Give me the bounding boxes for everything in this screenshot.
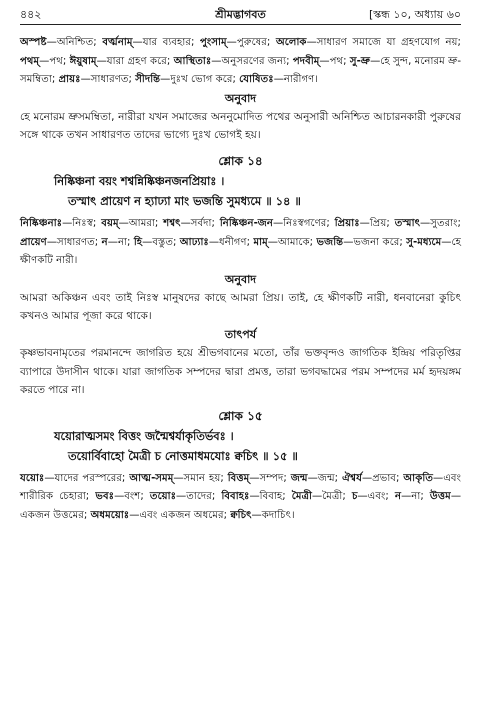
synonym-word: ভজন্তি [316, 236, 344, 248]
synonym-word: জন্ম [290, 472, 308, 484]
translation-13: হে মনোরম ভ্রুসমম্বিতা, নারীরা যখন সমাজের অননুমোদিত পথের অনুসারী অনিশ্চিত আচারনকারী পুরুষের সঙ্গে থাকে তখন সাধারণত তাদের ভাগ্যে দুঃখ ভোগই হয়। [20, 110, 461, 142]
synonym-word: আকৃতি [403, 472, 433, 484]
synonym-meaning: —হে ক্ষীণকটি নারী। [20, 236, 461, 267]
synonyms-block-13 [20, 34, 461, 90]
synonym-meaning: —সাধারণ সমাজে যা গ্রহণযোগ নয়; [306, 37, 461, 48]
synonym-word: প্রায়েণ [20, 236, 47, 248]
purport-heading-14: তাৎপর্য [224, 327, 257, 341]
synonym-word: নিষ্কিঞ্চনাঃ [20, 217, 63, 229]
synonym-word: বিবাহঃ [221, 491, 250, 503]
synonym-meaning: —পুরুষের; [226, 37, 276, 48]
synonym-meaning: —সম্পদ; [249, 472, 291, 484]
synonym-word: ঈয়ুষাম্ [69, 55, 97, 67]
synonym-meaning: —সমান হয়; [173, 472, 228, 484]
synonym-meaning: —আমাকে; [267, 236, 317, 248]
synonym-word: চ [351, 491, 358, 503]
book-title: শ্রীমদ্ভাগবত [215, 8, 266, 21]
synonym-meaning: —এবং একজন অধমের; [129, 509, 231, 521]
synonym-word: যয়োঃ [20, 472, 45, 484]
synonym-meaning: —আমরা; [118, 217, 164, 229]
synonym-meaning: —তাদের; [176, 491, 222, 503]
synonym-word: ভবঃ [95, 491, 115, 503]
synonyms-block-15 [20, 470, 461, 526]
synonym-word: বয়ম্ [101, 217, 119, 229]
synonym-meaning: —কদাচিৎ। [251, 509, 295, 521]
synonym-word: প্রায়ঃ [58, 74, 81, 86]
shloka-14-line-2: তস্মাৎ প্রায়েণ ন হ্যাঢ্যা মাং ভজন্তি সুমধ্যমে ॥ ১৪ ॥ [68, 193, 301, 208]
chapter-reference: [স্কন্ধ ১০, অধ্যায় ৬০ [368, 8, 461, 21]
shloka-15-line-2: তয়োর্বিবাহো মৈত্রী চ নোত্তমাধমযোঃ ক্বচিৎ ॥ ১৫ ॥ [68, 448, 298, 463]
synonym-meaning: —বংশ; [114, 491, 150, 503]
synonym-meaning: —ধনীগণ; [208, 236, 254, 248]
synonyms-block-14 [20, 215, 461, 271]
synonym-meaning: —সাধারণত; [80, 74, 136, 86]
synonym-word: পথম্ [20, 55, 40, 67]
synonym-word: অধময়োঃ [90, 509, 130, 521]
synonym-word: সু-মধ্যমে [406, 236, 442, 248]
synonym-meaning: —দুঃখ ভোগ করে; [160, 74, 240, 86]
synonym-word: অলোক [275, 37, 307, 48]
synonym-word: ক্বচিৎ [230, 509, 252, 521]
synonym-word: ন [395, 491, 402, 503]
synonym-word: উত্তম [429, 491, 451, 503]
synonym-meaning: —পথ; [39, 55, 70, 67]
synonym-meaning: —বস্তুত; [142, 236, 180, 248]
page-number: ৪৪২ [20, 8, 42, 21]
synonym-word: সু-ভ্রু [349, 55, 371, 67]
synonym-meaning: —না; [401, 491, 430, 503]
synonym-meaning: —জন্ম; [307, 472, 343, 484]
synonym-meaning: —অনিশ্চিত; [46, 37, 103, 48]
synonym-meaning: —প্রিয়; [359, 217, 395, 229]
synonym-meaning: —যার ব্যবহার; [132, 37, 201, 48]
synonym-meaning: —নিঃস্বগণের; [273, 217, 335, 229]
synonym-meaning: —এবং শারীরিক চেহারা; [20, 472, 461, 503]
synonym-word: আস্থিতাঃ [173, 55, 212, 67]
synonym-meaning: —বিবাহ; [249, 491, 292, 503]
page-content [20, 34, 461, 526]
purport-14: কৃষ্ণভাবনামৃতের পরমানন্দে জাগরিত হয়ে শ্রীভগবানের মতো, তাঁর ভক্তবৃন্দও জাগতিক ইন্দ্রিয় পরিতৃপ্তির ব্যাপারে উদাসীন থাকে। যারা জাগতিক সম্পদের দ্বারা প্রমত্ত, তারা ভগবদ্ধামের পরম সম্পদের মর্ম হৃদয়ঙ্গম করতে পারে না। [20, 346, 461, 397]
synonym-meaning: —সর্বদা; [180, 217, 220, 229]
synonym-meaning: —যাদের পরস্পরের; [44, 472, 130, 484]
page-header [20, 8, 461, 25]
synonym-meaning: —নিঃস্ব; [62, 217, 102, 229]
shloka-15-line-1: যয়োরাত্মসমং বিত্তং জন্মৈশ্বর্যাকৃতির্ভবঃ । [54, 428, 234, 443]
synonym-meaning: —মৈত্রী; [311, 491, 352, 503]
shloka-14-line-1: নিষ্কিঞ্চনা বয়ং শশ্বন্নিষ্কিঞ্চনজনপ্রিয়াঃ । [54, 173, 225, 188]
synonym-word: ন [101, 236, 108, 248]
synonym-meaning: —পথ; [319, 55, 350, 67]
synonym-word: সীদন্তি [135, 74, 161, 86]
synonym-word: নিষ্কিঞ্চন-জন [219, 217, 274, 229]
translation-heading-13: অনুবাদ [224, 91, 257, 105]
synonym-meaning: —ভজনা করে; [343, 236, 407, 248]
synonym-meaning: —সাধারণত; [46, 236, 102, 248]
synonym-word: প্রিয়াঃ [334, 217, 360, 229]
shloka-15-title: শ্লোক ১৫ [218, 408, 263, 423]
translation-14: আমরা অকিঞ্চন এবং তাই নিঃস্ব মানুষদের কাছে আমরা প্রিয়। তাই, হে ক্ষীণকটি নারী, ধনবানেরা কুচিৎ কখনও আমার পূজা করে থাকে। [20, 291, 461, 323]
synonym-word: হি [133, 236, 143, 248]
synonym-word: শশ্বৎ [163, 217, 181, 229]
synonym-word: বর্ত্মনাম্ [102, 37, 133, 48]
synonym-word: তস্মাৎ [394, 217, 421, 229]
synonym-word: যোষিতঃ [239, 74, 274, 86]
synonym-meaning: —যারা গ্রহণ করে; [96, 55, 174, 67]
synonym-meaning: —সুতরাং; [420, 217, 461, 229]
synonym-word: তয়োঃ [149, 491, 177, 503]
synonym-word: ঐশ্বর্য [342, 472, 362, 484]
synonym-word: অস্পষ্ট [20, 37, 47, 48]
synonym-word: আঢ্যাঃ [179, 236, 209, 248]
synonym-word: আত্ম-সমম্ [129, 472, 174, 484]
synonym-word: পদবীম্ [292, 55, 320, 67]
shloka-14-title: শ্লোক ১৪ [218, 153, 263, 168]
translation-heading-14: অনুবাদ [224, 272, 257, 286]
synonym-meaning: —নারীগণ। [273, 74, 318, 86]
synonym-meaning: —প্রভাব; [361, 472, 404, 484]
synonym-word: মৈত্রী [291, 491, 312, 503]
synonym-word: মাম্ [253, 236, 268, 248]
synonym-meaning: —একজন উত্তমের; [20, 491, 461, 521]
synonym-word: পুংসাম্ [200, 37, 227, 48]
synonym-meaning: —অনুসরণের জন্য; [211, 55, 293, 67]
synonym-meaning: —হে সুন্দ, মনোরম ভ্রু-সমম্বিতা; [20, 55, 461, 86]
synonym-meaning: —এবং; [357, 491, 396, 503]
synonym-meaning: —না; [107, 236, 134, 248]
synonym-word: বিত্তম্ [227, 472, 250, 484]
